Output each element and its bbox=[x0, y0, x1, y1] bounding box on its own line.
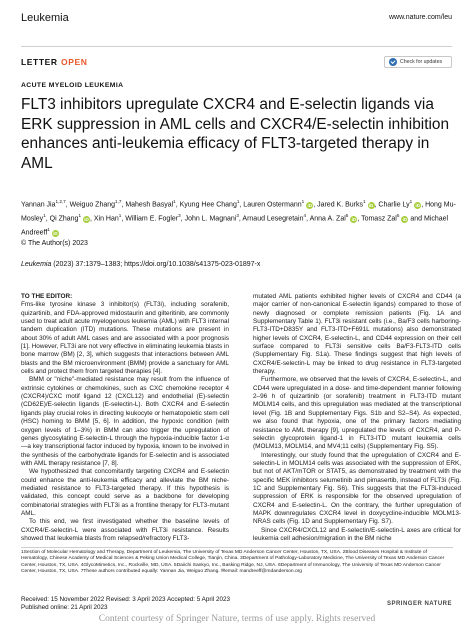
citation-line bbox=[21, 261, 260, 268]
author-affiliation-sup: 3 bbox=[236, 212, 239, 218]
author-affiliation-sup: 1 bbox=[173, 199, 176, 204]
article-type-label: LETTER bbox=[21, 57, 58, 67]
author-affiliation-sup: 1,2,7 bbox=[55, 199, 66, 204]
author-affiliation-sup: 1 bbox=[43, 212, 46, 218]
citation-journal: Leukemia bbox=[21, 261, 52, 268]
page-header bbox=[21, 8, 452, 30]
open-access-label: OPEN bbox=[61, 57, 88, 67]
author-affiliation-sup: 1,7 bbox=[115, 199, 122, 204]
check-updates-label: Check for updates bbox=[400, 59, 443, 65]
author-name[interactable]: Charlie Ly bbox=[378, 201, 410, 209]
author-affiliation-sup: 1 bbox=[409, 199, 413, 204]
copyright-notice: © The Author(s) 2023 bbox=[21, 240, 88, 247]
orcid-icon[interactable]: iD bbox=[402, 217, 408, 223]
body-paragraph: TO THE EDITOR: Fms-like tyrosine kinase 3 inhibitor(s) (FLT3i), including sorafenib, quizartinib, and FDA-approved midostaurin and gilteritinib, are commonly used to treat adult acute myelogenous leukemia (AML) with FLT3 internal tandem duplication (ITD) mutations. These mutations are present in about 30% of adult AML cases and are associated with a poor prognosis [1]. However, FLT3i are not very effective in eliminating leukemia blasts in bone marrow (BM) [2, 3], which suggests that interactions between AML blasts and the BM microenvironment (BMM) provide a sanctuary for AML cells and protect them from targeted therapies [4]. bbox=[21, 293, 229, 376]
orcid-icon[interactable]: iD bbox=[415, 203, 420, 209]
author-affiliation-sup: 3 bbox=[178, 212, 181, 218]
author-name[interactable]: Kyung Hee Chang bbox=[179, 201, 237, 209]
body-paragraph: BMM or "niche"-mediated resistance may result from the influence of extrinsic cytokines or chemokines, such as CXC chemokine receptor 4 (CXCR4)/CXC motif ligand 12 (CXCL12) and endothelial (E)-selectin (CD62E)/E-selectin ligands (E-selectin-L). Both CXCR4 and E-selectin ligands play crucial roles in directing leukocyte or hematopoietic stem cell (HSC) homing to BMM [5, 6]. In addition, the hypoxic condition (with oxygen levels of 1–3%) in BMM can also trigger the upregulation of genes glycosylating E-selectin-L through the hypoxia-inducible factor 1-α—a key transcriptional factor induced by hypoxia, known to be involved in the synthesis of the carbohydrate ligands for E-selectin and is associated with AML therapy resistance [7, 8]. bbox=[21, 376, 229, 467]
author-affiliation-sup: 4 bbox=[303, 212, 307, 218]
body-paragraph: To this end, we first investigated whether the baseline levels of CXCR4/E-selectin-L were associated with FLT3i resistance. Results showed that leukemia blasts from relapsed/refractory FLT3- bbox=[21, 518, 229, 542]
orcid-icon[interactable]: iD bbox=[53, 231, 58, 237]
author-name[interactable]: Weiguo Zhang bbox=[69, 201, 116, 209]
author-affiliation-sup: 5 bbox=[396, 212, 400, 218]
author-name[interactable]: William E. Fogler bbox=[125, 215, 179, 223]
orcid-icon[interactable]: iD bbox=[84, 217, 89, 223]
body-column-left bbox=[21, 293, 229, 543]
body-paragraph: Since CXCR4/CXCL12 and E-selectin/E-selectin-L axes are critical for leukemia cell adhesion/migration in the BM niche bbox=[253, 526, 461, 542]
received-dates: Received: 15 November 2022 Revised: 3 April 2023 Accepted: 5 April 2023 bbox=[21, 596, 230, 603]
body-paragraph: Interestingly, our study found that the upregulation of CXCR4 and E-selectin-L in MOLM14 cells was associated with the suppression of ERK, but not of AKT/mTOR or STAT5, as demonstrated by treatment with the specific MEK inhibitors selumetinib and pimasertib, instead of FLT3i (Fig. 1C and Supplementary Fig. S6). This suggests that the FLT3i-induced suppression of ERK is responsible for the observed upregulation of CXCR4 and E-selectin-L. On the contrary, the further upregulation of MAPK downregulates CXCR4 level in doxycycline-inducible MOLM13-NRAS cells (Fig. 1D and Supplementary Fig. S7). bbox=[253, 451, 461, 526]
citation-details[interactable]: (2023) 37:1379–1383; https://doi.org/10.1038/s41375-023-01897-x bbox=[51, 261, 261, 268]
author-name[interactable]: Michael Andreeff bbox=[21, 215, 449, 237]
author-name[interactable]: Tomasz Zal bbox=[361, 215, 397, 223]
to-editor-heading: TO THE EDITOR: bbox=[21, 293, 73, 300]
author-affiliation-sup: 1 bbox=[301, 199, 305, 204]
check-for-updates-button[interactable] bbox=[384, 56, 452, 68]
author-name[interactable]: Jared K. Burks bbox=[317, 201, 363, 209]
author-affiliation-sup: 1 bbox=[47, 226, 50, 232]
body-paragraph: Furthermore, we observed that the levels of CXCR4, E-selectin-L, and CD44 were upregulated in a dose- and time-dependent manner following 2–96 h of quizartinib (or sorafenib) treatment in FLT3-ITD mutant MOLM14 cells, and this upregulation was mediated at the transcriptional level (Fig. 1B and Supplementary Figs. S1b and S2–S4). As expected, we also found that hypoxia, one of the primary factors mediating resistance to AML therapy [9], upregulated the levels of CXCR4, and P-selectin glycoprotein ligand-1 in FLT3-ITD mutant leukemia cells (MOLM13, MOLM14, and MV4;11 cells) (Supplementary Fig. S5). bbox=[253, 376, 461, 451]
journal-url[interactable]: www.nature.com/leu bbox=[388, 14, 452, 21]
author-affiliation-sup: 1 bbox=[118, 212, 122, 218]
publisher-logo: SPRINGER NATURE bbox=[386, 601, 452, 607]
author-list: Yannan Jia$^{1,2,7}$, Weiguo Zhang$^{1,7}$, Mahesh Basyal$^1$, Kyung Hee Chang$^1$, Lauren Ostermann$^1$ iD, Jared K. Burks$^1$ iD, Charlie Ly$^1$ iD, Hong Mu-Mosley$^1$, Qi Zhang$^1$ iD, Xin Han$^1$, William E. Fogler$^3$, John L. Magnani$^3$, Arnaud Lesegretain$^4$, Anna A. Zal$^5$ iD, Tomasz Zal$^5$ iD and Michael Andreeff$^1$ iD bbox=[21, 199, 456, 237]
author-affiliation-sup: 1 bbox=[363, 199, 366, 204]
orcid-icon[interactable]: iD bbox=[307, 203, 312, 209]
orcid-icon[interactable]: iD bbox=[351, 217, 357, 223]
author-name[interactable]: Mahesh Basyal bbox=[125, 201, 174, 209]
footnote-divider bbox=[21, 547, 453, 548]
article-title: FLT3 inhibitors upregulate CXCR4 and E-selectin ligands via ERK suppression in AML cells and CXCR4/E-selectin inhibition enhances anti-leukemia efficacy of FLT3-targeted therapy in AML bbox=[21, 96, 450, 172]
publication-dates bbox=[21, 596, 230, 612]
affiliation-footnotes: 1Section of Molecular Hematology and Therapy, Department of Leukemia, The University of Texas MD Anderson Cancer Center, Houston, TX, USA. 2Blood Diseases Hospital & Institute of Hematology, Chinese Academy of Medical Sciences & Peking Union Medical College, Tianjin, China. 3Department of Pathology-Laboratory Medicine, The University of Texas MD Anderson Cancer Center, Houston, TX, USA. 4GlycoMimetics, Inc., Rockville, MD, USA. 5Daiichi Sankyo, Inc., Basking Ridge, NJ, USA. 6Department of Immunology, The University of Texas MD Anderson Cancer Center, Houston, TX, USA. 7These authors contributed equally: Yannan Jia, Weiguo Zhang. ✉email: mandreeff@mdanderson.org bbox=[21, 550, 445, 574]
body-column-right bbox=[253, 293, 461, 543]
author-affiliation-sup: 1 bbox=[236, 199, 240, 204]
body-paragraph: We hypothesized that concomitantly targeting CXCR4 and E-selectin could enhance the anti-leukemia efficacy and alleviate the BM niche-mediated resistance to FLT3-targeted therapy. If this hypothesis is validated, this concept could serve as a backbone for developing combinatorial strategies with FLT3i as a frontline therapy for FLT3-mutant AML. bbox=[21, 468, 229, 517]
author-name[interactable]: Lauren Ostermann bbox=[243, 201, 302, 209]
orcid-icon[interactable]: iD bbox=[368, 203, 374, 209]
body-paragraph: mutated AML patients exhibited higher levels of CXCR4 and CD44 (a major carrier of non-canonical E-selectin ligands) compared to those of newly diagnosed or complete remission patients (Fig. 1A and Supplementary Table 1). FLT3i resistant cells (i.e., Ba/F3 cells harboring-FLT3-ITD+D835Y and FLT3-ITD+F691L mutations) also demonstrated higher levels of CXCR4, E-selectin-L, and CD44 expression on their cell surface compared to FLT3i sensitive cells Ba/F3-FLT3-ITD cells (Supplementary Fig. S1a). These findings suggest that high levels of CXCR4/E-selectin-L may be linked to drug resistance in FLT3-targeted therapy. bbox=[253, 293, 461, 376]
author-affiliation-sup: 5 bbox=[345, 212, 349, 218]
watermark-text: Content courtesy of Springer Nature, terms of use apply. Rights reserved bbox=[98, 614, 376, 624]
author-name[interactable]: Yannan Jia bbox=[21, 201, 56, 209]
article-type-row bbox=[21, 46, 452, 72]
check-updates-icon bbox=[389, 58, 397, 66]
author-affiliation-sup: 1 bbox=[78, 212, 81, 218]
journal-name: Leukemia bbox=[21, 12, 69, 24]
article-category: ACUTE MYELOID LEUKEMIA bbox=[21, 82, 124, 89]
author-name[interactable]: Hong Mu-Mosley bbox=[21, 201, 456, 223]
author-name[interactable]: Xin Han bbox=[93, 215, 119, 223]
author-name[interactable]: John L. Magnani bbox=[184, 215, 237, 223]
author-name[interactable]: Arnaud Lesegretain bbox=[242, 215, 304, 223]
author-name[interactable]: Qi Zhang bbox=[49, 215, 79, 223]
published-date: Published online: 21 April 2023 bbox=[21, 604, 108, 611]
author-name[interactable]: Anna A. Zal bbox=[309, 215, 346, 223]
